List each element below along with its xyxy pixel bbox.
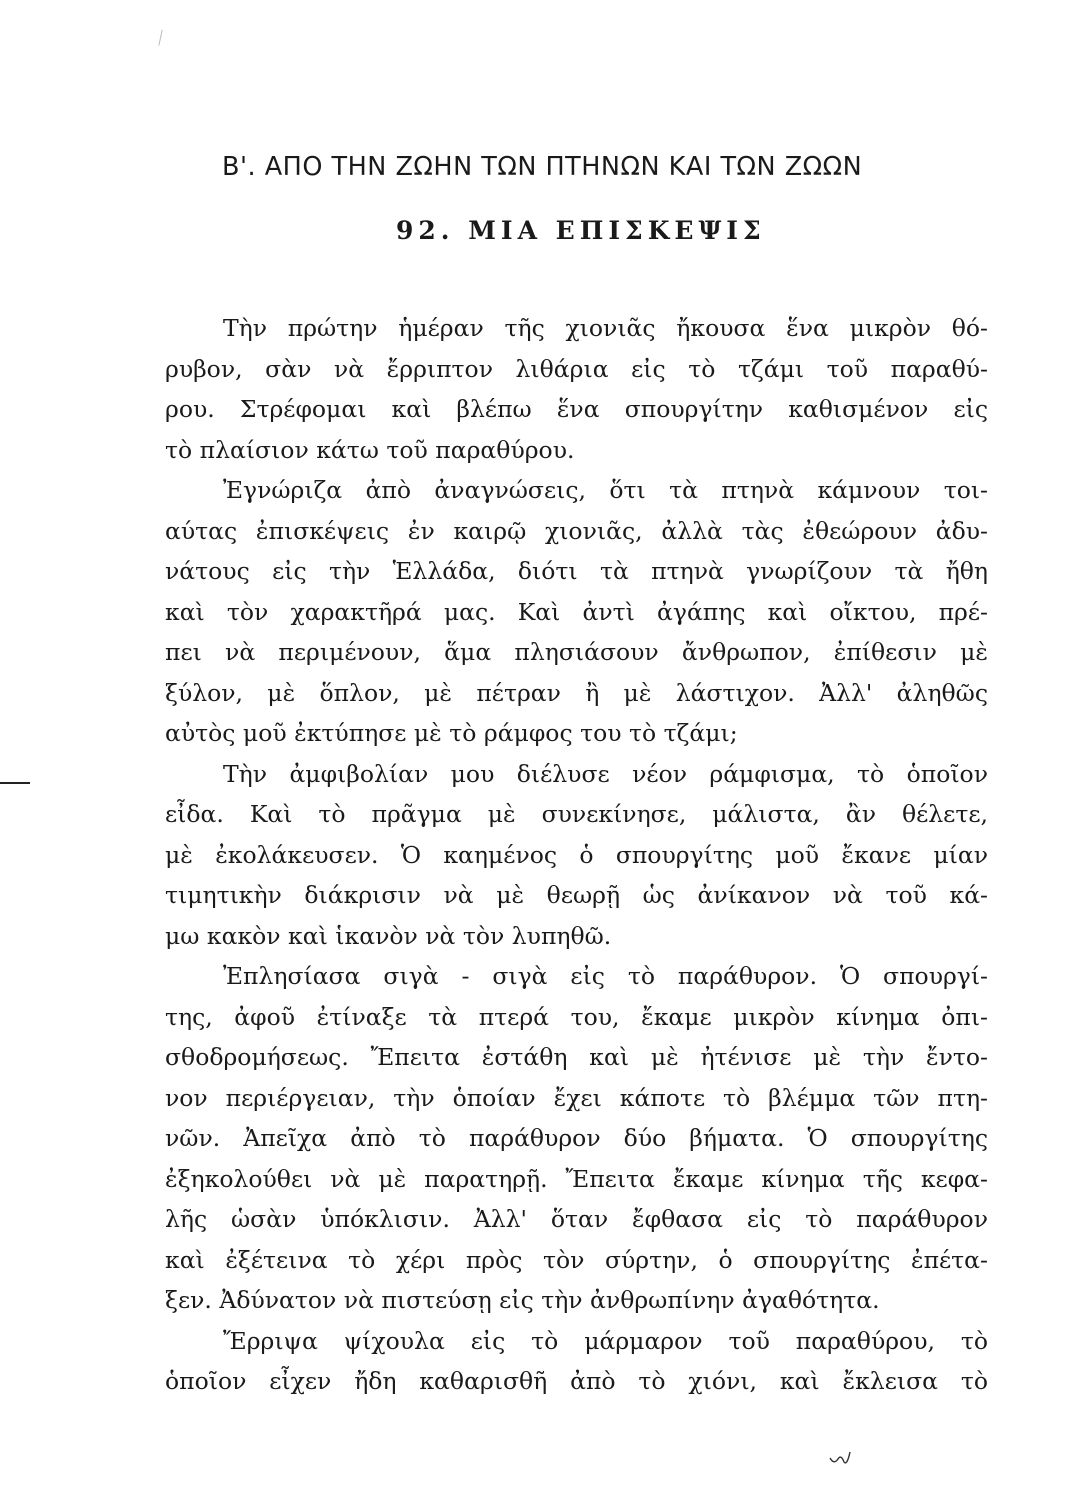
text-line: Τὴν πρώτην ἡμέραν τῆς χιονιᾶς ἤκουσα ἕνα μικρὸν θό- — [223, 314, 988, 342]
text-line: καὶ τὸν χαρακτῆρά μας. Καὶ ἀντὶ ἀγάπης καὶ οἴκτου, πρέ- — [165, 597, 988, 626]
text-line: της, ἀφοῦ ἐτίναξε τὰ πτερά του, ἔκαμε μικρὸν κίνημα ὀπι- — [165, 1002, 988, 1031]
text-line: ξεν. Ἀδύνατον νὰ πιστεύσῃ εἰς τὴν ἀνθρωπίνην ἀγαθότητα. — [165, 1286, 880, 1314]
text-line: αὐτὸς μοῦ ἐκτύπησε μὲ τὸ ράμφος του τὸ τζάμι; — [165, 719, 738, 747]
text-line: ρυβον, σὰν νὰ ἔρριπτον λιθάρια εἰς τὸ τζάμι τοῦ παραθύ- — [165, 354, 988, 383]
text-line: μὲ ἐκολάκευσεν. Ὁ καημένος ὁ σπουργίτης μοῦ ἔκανε μίαν — [165, 840, 988, 869]
margin-mark — [0, 782, 30, 784]
text-line: Ἐπλησίασα σιγὰ - σιγὰ εἰς τὸ παράθυρον. Ὁ σπουργί- — [223, 962, 988, 990]
text-line: νῶν. Ἀπεῖχα ἀπὸ τὸ παράθυρον δύο βήματα. Ὁ σπουργίτης — [165, 1124, 988, 1152]
body-text — [165, 308, 988, 1402]
text-line: τιμητικὴν διάκρισιν νὰ μὲ θεωρῇ ὡς ἀνίκανον νὰ τοῦ κά- — [165, 881, 988, 909]
section-title: Β'. ΑΠΟ ΤΗΝ ΖΩΗΝ ΤΩΝ ΠΤΗΝΩΝ ΚΑΙ ΤΩΝ ΖΩΩΝ — [222, 152, 863, 182]
scan-mark — [158, 30, 165, 46]
text-line: πει νὰ περιμένουν, ἅμα πλησιάσουν ἄνθρωπον, ἐπίθεσιν μὲ — [165, 638, 988, 666]
text-line: νάτους εἰς τὴν Ἑλλάδα, διότι τὰ πτηνὰ γνωρίζουν τὰ ἤθη — [165, 557, 988, 585]
text-line: αύτας ἐπισκέψεις ἐν καιρῷ χιονιᾶς, ἀλλὰ τὰς ἐθεώρουν ἀδυ- — [165, 516, 988, 545]
paragraph — [165, 956, 988, 1321]
text-line: νον περιέργειαν, τὴν ὁποίαν ἔχει κάποτε τὸ βλέμμα τῶν πτη- — [165, 1083, 988, 1112]
text-line: καὶ ἐξέτεινα τὸ χέρι πρὸς τὸν σύρτην, ὁ σπουργίτης ἐπέτα- — [165, 1245, 988, 1274]
paragraph — [165, 470, 988, 754]
pencil-mark — [828, 1450, 852, 1468]
text-line: μω κακὸν καὶ ἱκανὸν νὰ τὸν λυπηθῶ. — [165, 921, 612, 950]
text-line: ὁποῖον εἶχεν ἤδη καθαρισθῆ ἀπὸ τὸ χιόνι, καὶ ἔκλεισα τὸ — [165, 1367, 988, 1395]
text-line: Ἔρριψα ψίχουλα εἰς τὸ μάρμαρον τοῦ παραθύρου, τὸ — [223, 1326, 988, 1355]
text-line: ξύλον, μὲ ὅπλον, μὲ πέτραν ἢ μὲ λάστιχον. Ἀλλ' ἀληθῶς — [165, 678, 988, 707]
text-line: εἶδα. Καὶ τὸ πρᾶγμα μὲ συνεκίνησε, μάλιστα, ἂν θέλετε, — [165, 800, 988, 828]
text-line: Τὴν ἀμφιβολίαν μου διέλυσε νέον ράμφισμα, τὸ ὁποῖον — [223, 759, 988, 788]
paragraph — [165, 308, 988, 470]
text-line: Ἐγνώριζα ἀπὸ ἀναγνώσεις, ὅτι τὰ πτηνὰ κάμνουν τοι- — [223, 476, 988, 504]
paragraph — [165, 754, 988, 957]
text-line: λῆς ὡσὰν ὑπόκλισιν. Ἀλλ' ὅταν ἔφθασα εἰς τὸ παράθυρον — [165, 1205, 988, 1233]
chapter-title: 92. ΜΙΑ ΕΠΙΣΚΕΨΙΣ — [396, 216, 766, 245]
text-line: σθοδρομήσεως. Ἔπειτα ἐστάθη καὶ μὲ ἠτένισε μὲ τὴν ἔντο- — [165, 1043, 988, 1071]
text-line: ἐξηκολούθει νὰ μὲ παρατηρῇ. Ἔπειτα ἔκαμε κίνημα τῆς κεφα- — [165, 1164, 988, 1193]
text-line: ρου. Στρέφομαι καὶ βλέπω ἕνα σπουργίτην καθισμένον εἰς — [165, 395, 988, 423]
text-line: τὸ πλαίσιον κάτω τοῦ παραθύρου. — [165, 435, 575, 464]
paragraph — [165, 1321, 988, 1402]
